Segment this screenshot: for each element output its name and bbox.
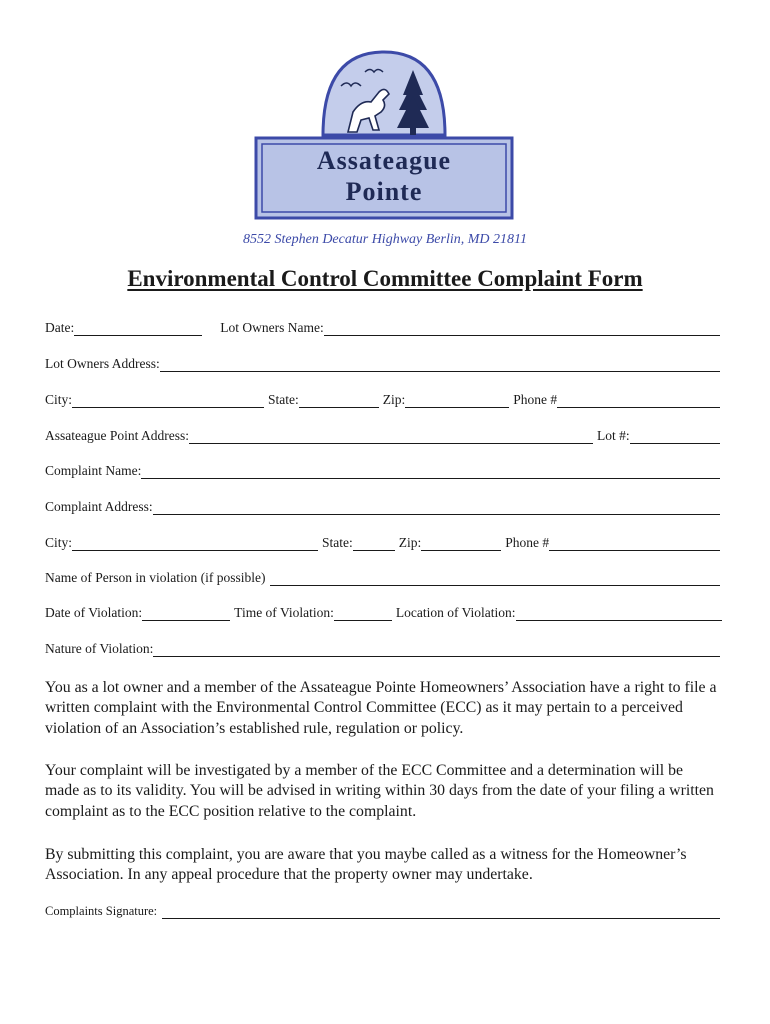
date-of-violation-label: Date of Violation: — [45, 605, 143, 620]
time-of-violation-label: Time of Violation: — [234, 605, 334, 620]
row-violator — [45, 568, 720, 586]
logo-line-1: Assateague — [316, 146, 452, 175]
form-title: Environmental Control Committee Complaint Form — [127, 266, 643, 291]
location-of-violation-field[interactable] — [516, 607, 722, 621]
lot-number-field[interactable] — [630, 430, 720, 444]
row-owner-address — [45, 354, 720, 372]
phone-field[interactable] — [557, 394, 720, 408]
row-complaint-city — [45, 533, 720, 551]
complaint-name-label: Complaint Name: — [45, 463, 142, 478]
row-complaint-name — [45, 461, 720, 479]
state-field[interactable] — [299, 394, 379, 408]
row-complaint-address — [45, 497, 720, 515]
investigation-paragraph: Your complaint will be investigated by a member of the ECC Committee and a determination will be made as to its validity. You will be advised in writing within 30 days from the date of your filing a written complaint as to the ECC position relative to the complaint. — [45, 761, 714, 820]
lot-owners-address-label: Lot Owners Address: — [45, 356, 160, 371]
complaint-phone-field[interactable] — [549, 537, 720, 551]
time-of-violation-field[interactable] — [334, 607, 392, 621]
row-point-address — [45, 426, 720, 444]
lot-number-label: Lot #: — [597, 428, 630, 443]
complaint-name-field[interactable] — [141, 465, 720, 479]
date-of-violation-field[interactable] — [142, 607, 230, 621]
complaint-address-field[interactable] — [153, 501, 720, 515]
witness-paragraph: By submitting this complaint, you are aware that you maybe called as a witness for the Homeowner’s Association. In any appeal procedure that the property owner may undertake. — [45, 845, 687, 884]
rights-paragraph: You as a lot owner and a member of the Assateague Pointe Homeowners’ Association have a right to file a written complaint with the Environmental Control Committee (ECC) as it may pertain to a perceived violation of an Association’s established rule, regulation or policy. — [45, 678, 717, 737]
state-label: State: — [268, 392, 299, 407]
assateague-pointe-logo — [253, 50, 515, 220]
complaint-zip-field[interactable] — [421, 537, 501, 551]
assateague-point-address-field[interactable] — [189, 430, 593, 444]
signature-field[interactable] — [162, 905, 720, 919]
complaint-address-label: Complaint Address: — [45, 499, 153, 514]
zip-field[interactable] — [405, 394, 509, 408]
nature-of-violation-field[interactable] — [153, 643, 720, 657]
complaint-state-label: State: — [322, 535, 353, 550]
row-violation-details — [45, 603, 722, 621]
date-field[interactable] — [74, 322, 202, 336]
lot-owners-name-label: Lot Owners Name: — [220, 320, 324, 335]
violator-name-label: Name of Person in violation (if possible) — [45, 570, 266, 585]
signature-row — [45, 902, 720, 919]
city-label: City: — [45, 392, 73, 407]
complaint-state-field[interactable] — [353, 537, 395, 551]
complaint-phone-label: Phone # — [505, 535, 550, 550]
row-nature — [45, 639, 720, 657]
street-address: 8552 Stephen Decatur Highway Berlin, MD 21811 — [243, 232, 527, 247]
complaint-zip-label: Zip: — [398, 535, 422, 550]
complaint-city-label: City: — [45, 535, 73, 550]
phone-label: Phone # — [513, 392, 558, 407]
location-of-violation-label: Location of Violation: — [395, 605, 516, 620]
row-date-owner — [45, 318, 720, 336]
lot-owners-address-field[interactable] — [160, 358, 720, 372]
nature-of-violation-label: Nature of Violation: — [45, 641, 154, 656]
zip-label: Zip: — [382, 392, 406, 407]
row-owner-city — [45, 390, 720, 408]
date-label: Date: — [45, 320, 75, 335]
signature-label: Complaints Signature: — [45, 904, 158, 918]
lot-owners-name-field[interactable] — [324, 322, 720, 336]
city-field[interactable] — [72, 394, 264, 408]
complaint-city-field[interactable] — [72, 537, 318, 551]
logo-line-2: Pointe — [345, 177, 423, 206]
violator-name-field[interactable] — [270, 572, 720, 586]
assateague-point-address-label: Assateague Point Address: — [45, 428, 189, 443]
